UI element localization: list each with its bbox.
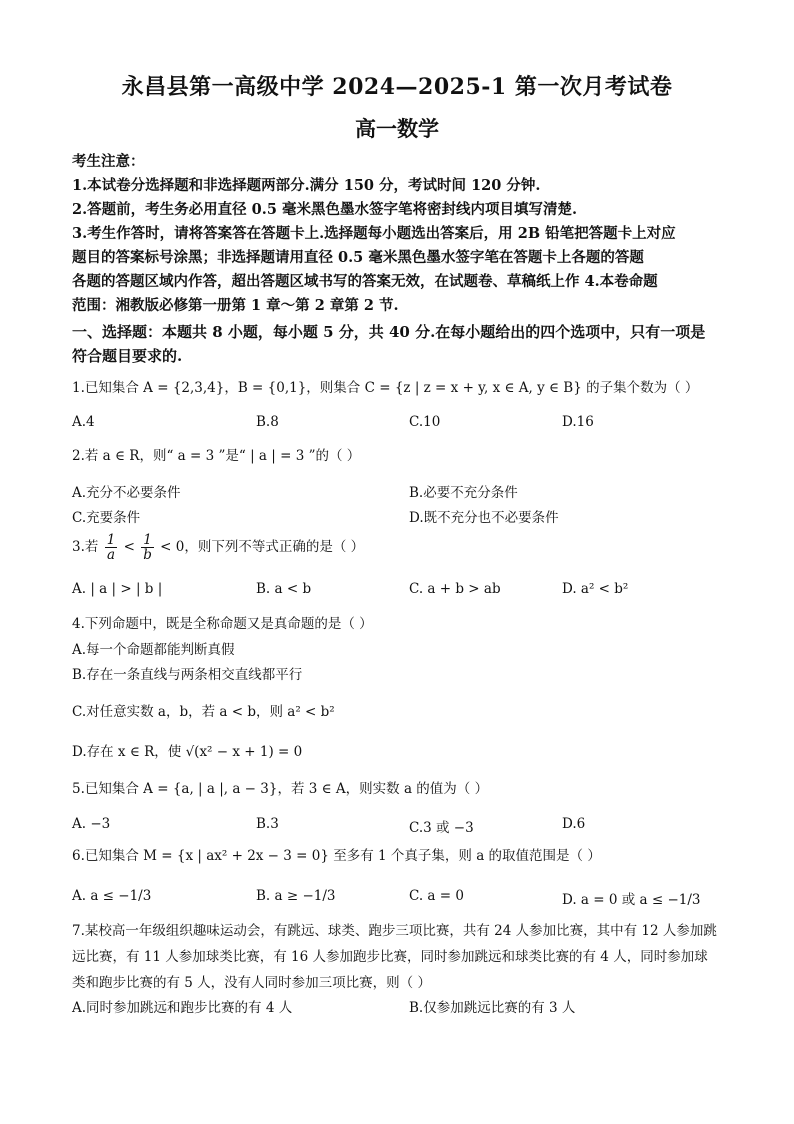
- q5-option-b: B.3: [256, 816, 279, 832]
- q1-option-b: B.8: [256, 414, 279, 430]
- q5-option-c: C.3 或 −3: [409, 820, 474, 836]
- q4-option-d: D.存在 x ∈ R，使 √(x² − x + 1) = 0: [72, 744, 303, 760]
- notice-line-6: 范围：湘教版必修第一册第 1 章～第 2 章第 2 节.: [72, 297, 399, 314]
- exam-title: 永昌县第一高级中学 2024—2025-1 第一次月考试卷: [121, 74, 673, 100]
- q1-option-a: A.4: [72, 414, 95, 430]
- q2-option-c: C.充要条件: [72, 510, 141, 526]
- question-1-options: [72, 414, 732, 436]
- q4-option-c: C.对任意实数 a，b，若 a < b，则 a² < b²: [72, 704, 335, 720]
- question-6-stem: 6.已知集合 M = {x | ax² + 2x − 3 = 0} 至多有 1 个真子集，则 a 的取值范围是（ ）: [72, 848, 601, 864]
- question-7-options: [72, 996, 732, 1018]
- question-2-options-row-2: [72, 506, 732, 528]
- q2-option-a: A.充分不必要条件: [72, 485, 181, 501]
- q2-option-d: D.既不充分也不必要条件: [409, 510, 559, 526]
- q1-option-c: C.10: [409, 414, 441, 430]
- q1-option-d: D.16: [562, 414, 594, 430]
- notice-line-1: 1.本试卷分选择题和非选择题两部分.满分 150 分，考试时间 120 分钟.: [72, 177, 541, 194]
- question-4-stem: 4.下列命题中，既是全称命题又是真命题的是（ ）: [72, 616, 373, 632]
- q3-option-d: D. a² < b²: [562, 581, 629, 597]
- q5-option-a: A. −3: [72, 816, 111, 832]
- question-7-stem: 7.某校高一年级组织趣味运动会，有跳远、球类、跑步三项比赛，共有 24 人参加比赛，其中有 12 人参加跳 远比赛，有 11 人参加球类比赛，有 16 人参加跑步比赛，同时参加跳远和球类比赛的有 4 人，同时参加球 类和跑步比赛的有 5 人，没有人同时参加三项比赛，则（ ）: [72, 923, 717, 991]
- section-heading: 一、选择题：本题共 8 小题，每小题 5 分，共 40 分.在每小题给出的四个选项中，只有一项是 符合题目要求的.: [72, 323, 706, 365]
- notice-line-4: 题目的答案标号涂黑；非选择题请用直径 0.5 毫米黑色墨水签字笔在答题卡上各题的答题: [72, 249, 644, 266]
- question-3-options: [72, 581, 732, 603]
- q5-option-d: D.6: [562, 816, 586, 832]
- question-1-stem: 1.已知集合 A = {2,3,4}，B = {0,1}，则集合 C = {z | z = x + y, x ∈ A, y ∈ B} 的子集个数为（ ）: [72, 380, 699, 396]
- notice-line-5: 各题的答题区域内作答，超出答题区域书写的答案无效，在试题卷、草稿纸上作 4.本卷命题: [72, 273, 658, 290]
- q6-option-b: B. a ≥ −1/3: [256, 888, 336, 904]
- q3-option-c: C. a + b > ab: [409, 581, 501, 597]
- q6-option-a: A. a ≤ −1/3: [72, 888, 152, 904]
- q3-option-b: B. a < b: [256, 581, 312, 597]
- question-3-stem: 3.若 $\frac{1}{a}$ < $\frac{1}{b}$ < 0，则下列不等式正确的是（ ）: [72, 532, 365, 563]
- q7-option-b: B.仅参加跳远比赛的有 3 人: [409, 1000, 576, 1016]
- fraction-1-over-a: $\frac{1}{a}$: [106, 532, 116, 563]
- q7-option-a: A.同时参加跳远和跑步比赛的有 4 人: [72, 1000, 293, 1016]
- q6-option-c: C. a = 0: [409, 888, 464, 904]
- q6-option-d: D. a = 0 或 a ≤ −1/3: [562, 892, 701, 908]
- question-5-stem: 5.已知集合 A = {a, | a |, a − 3}，若 3 ∈ A，则实数 a 的值为（ ）: [72, 781, 489, 797]
- notice-heading: 考生注意：: [72, 153, 145, 170]
- q4-option-a: A.每一个命题都能判断真假: [72, 642, 235, 658]
- q4-option-b: B.存在一条直线与两条相交直线都平行: [72, 667, 303, 683]
- q2-option-b: B.必要不充分条件: [409, 485, 518, 501]
- notice-line-3: 3.考生作答时，请将答案答在答题卡上.选择题每小题选出答案后，用 2B 铅笔把答题卡上对应: [72, 225, 676, 242]
- notice-line-2: 2.答题前，考生务必用直径 0.5 毫米黑色墨水签字笔将密封线内项目填写清楚.: [72, 201, 578, 218]
- question-5-options: [72, 816, 732, 838]
- candidate-notice: [72, 150, 732, 318]
- fraction-1-over-b: $\frac{1}{b}$: [143, 532, 152, 563]
- question-6-options: [72, 888, 732, 910]
- question-2-stem: 2.若 a ∈ R，则“ a = 3 ”是“ | a | = 3 ”的（ ）: [72, 448, 361, 464]
- question-2-options-row-1: [72, 481, 732, 503]
- q3-option-a: A. | a | > | b |: [72, 581, 163, 597]
- exam-subtitle: 高一数学: [355, 116, 439, 141]
